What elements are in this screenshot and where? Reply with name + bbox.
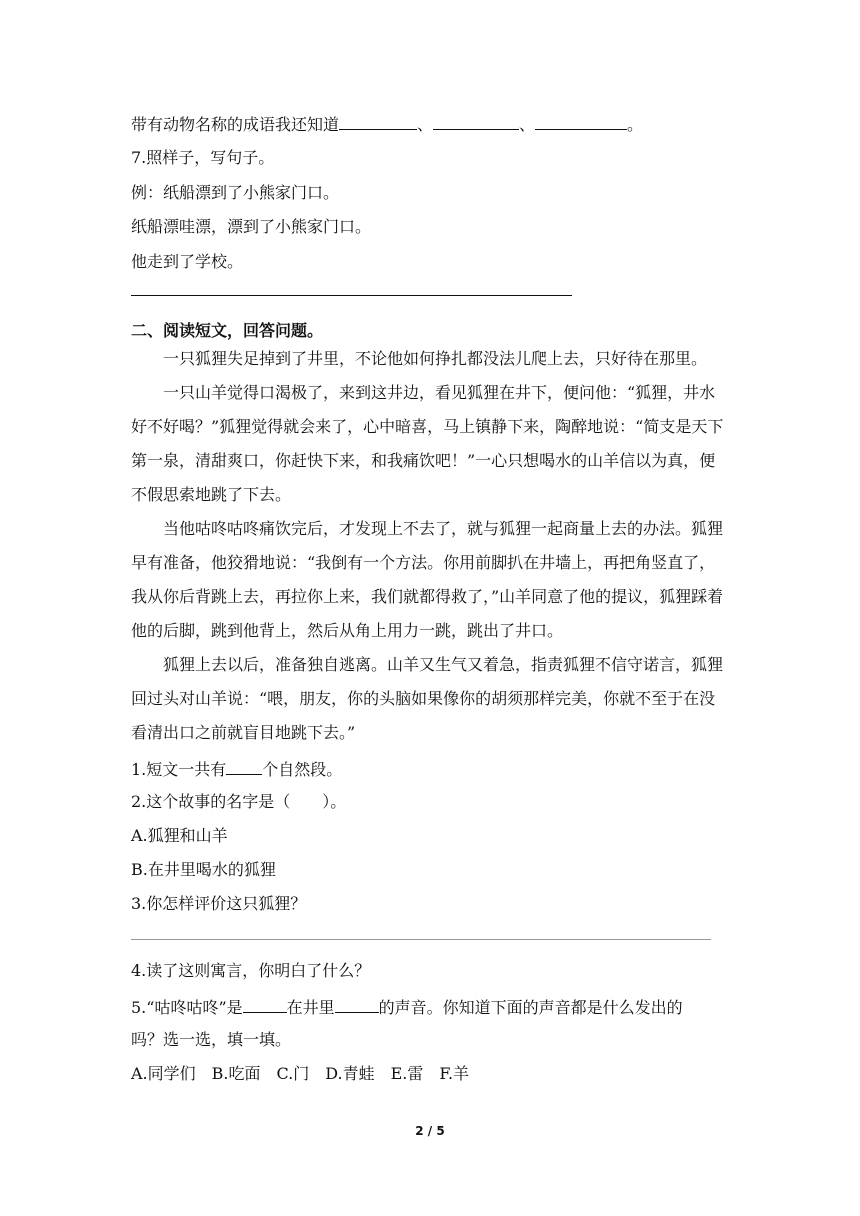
question-5-options: A.同学们 B.吃面 C.门 D.青蛙 E.雷 F.羊 <box>131 1064 470 1083</box>
question-2-option-a: A.狐狸和山羊 <box>131 826 228 845</box>
question-5-part-c: 的声音。你知道下面的声音都是什么发出的 <box>378 998 683 1017</box>
answer-blank[interactable] <box>335 995 379 1013</box>
answer-blank[interactable] <box>535 112 627 130</box>
answer-blank[interactable] <box>226 757 262 775</box>
idioms-line <box>131 112 643 136</box>
idioms-separator: 、 <box>519 115 536 134</box>
q7-title: 7.照样子，写句子。 <box>131 148 275 167</box>
question-1-suffix: 个自然段。 <box>262 760 343 779</box>
question-3: 3.你怎样评价这只狐狸？ <box>131 894 307 913</box>
idioms-prefix: 带有动物名称的成语我还知道 <box>131 115 340 134</box>
question-5 <box>131 995 683 1019</box>
question-5-part-b: 在井里 <box>286 998 335 1017</box>
answer-blank[interactable] <box>433 112 519 130</box>
idioms-separator: 、 <box>417 115 434 134</box>
question-5-line-2: 吗？选一选，填一填。 <box>131 1030 292 1049</box>
q7-task: 他走到了学校。 <box>131 252 244 271</box>
answer-line[interactable] <box>131 295 572 296</box>
answer-blank[interactable] <box>339 112 417 130</box>
answer-line[interactable] <box>131 939 711 940</box>
answer-blank[interactable] <box>243 995 287 1013</box>
page-number: 2 / 5 <box>415 1124 445 1138</box>
q7-example-result: 纸船漂哇漂，漂到了小熊家门口。 <box>131 217 372 236</box>
question-1 <box>131 757 342 781</box>
passage-paragraph-3: 当他咕咚咕咚痛饮完后，才发现上不去了，就与狐狸一起商量上去的办法。狐狸早有准备，他狡猾地说：“我倒有一个方法。你用前脚扒在井墙上，再把角竖直了，我从你后背跳上去，再拉你上来，我们就都得救了，”山羊同意了他的提议，狐狸踩着他的后脚，跳到他背上，然后从角上用力一跳，跳出了井口。 <box>131 519 724 640</box>
question-2-option-b: B.在井里喝水的狐狸 <box>131 860 276 879</box>
question-2: 2.这个故事的名字是（ ）。 <box>131 792 347 811</box>
question-1-prefix: 1.短文一共有 <box>131 760 227 779</box>
section-heading: 二、阅读短文，回答问题。 <box>131 321 324 340</box>
passage-paragraph-2: 一只山羊觉得口渴极了，来到这井边，看见狐狸在井下，便问他：“狐狸，井水好不好喝？”狐狸觉得就会来了，心中暗喜，马上镇静下来，陶醉地说：“简支是天下第一泉，清甜爽口，你赶快下来，和我痛饮吧！”一心只想喝水的山羊信以为真，便不假思索地跳了下去。 <box>131 383 724 504</box>
passage-paragraph-4: 狐狸上去以后，准备独自逃离。山羊又生气又着急，指责狐狸不信守诺言，狐狸回过头对山羊说：“喂，朋友，你的头脑如果像你的胡须那样完美，你就不至于在没看清出口之前就盲目地跳下去。” <box>131 655 724 742</box>
q7-example: 例：纸船漂到了小熊家门口。 <box>131 183 340 202</box>
passage-paragraph-1: 一只狐狸失足掉到了井里，不论他如何挣扎都没法儿爬上去，只好待在那里。 <box>163 349 708 368</box>
question-4: 4.读了这则寓言，你明白了什么？ <box>131 961 371 980</box>
question-5-part-a: 5.“咕咚咕咚”是 <box>131 998 243 1017</box>
idioms-end: 。 <box>627 115 644 134</box>
